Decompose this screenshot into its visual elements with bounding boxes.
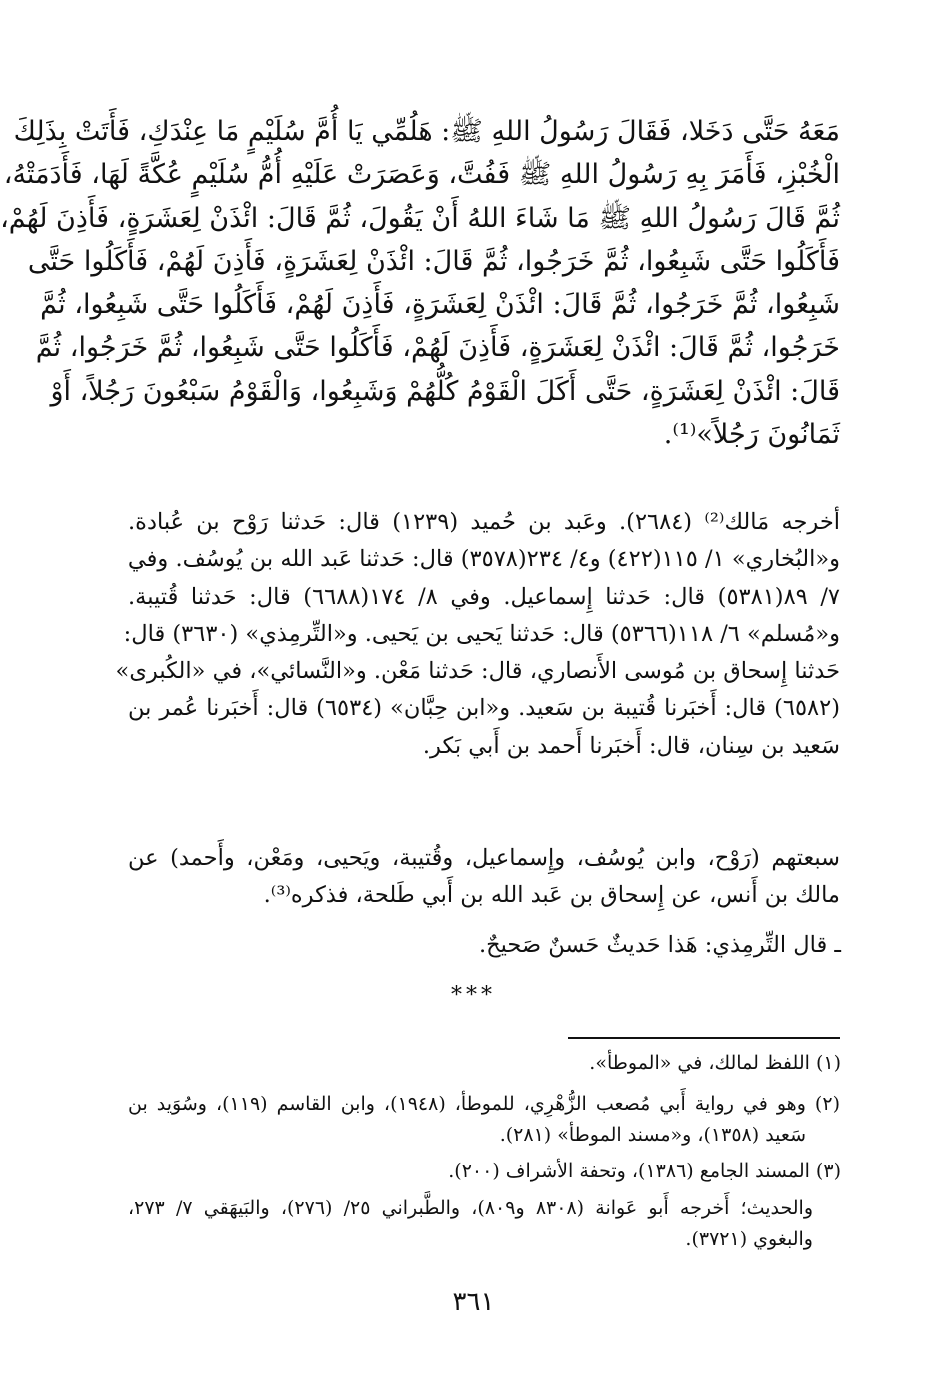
- hadith-line: شَبِعُوا، ثُمَّ خَرَجُوا، ثُمَّ قَالَ: ائْذَنْ لِعَشَرَةٍ، فَأَذِنَ لَهُمْ، فَأَكَلُوا حَتَّى شَبِعُوا، ثُمَّ: [40, 289, 840, 321]
- footnote-3: [448, 1156, 841, 1187]
- isnad-line: سبعتهم (رَوْح، وابن يُوسُف، وإِسماعيل، وقُتيبة، ويَحيى، ومَعْن، وأَحمد) عن: [128, 845, 840, 871]
- hadith-line: قَالَ: ائْذَنْ لِعَشَرَةٍ، حَتَّى أَكَلَ الْقَوْمُ كُلُّهُمْ وَشَبِعُوا، وَالْقَوْمُ سَبْعُونَ رَجُلاً، أَوْ: [50, 375, 840, 407]
- page-number: ٣٦١: [452, 1287, 495, 1317]
- footnote-2: [128, 1089, 840, 1151]
- section-separator: ***: [451, 983, 496, 1008]
- takhrij-paragraph: [115, 504, 841, 765]
- footnote-continuation: [128, 1193, 813, 1255]
- isnad-summary: [128, 840, 840, 914]
- footnote-line: (٢) وهو في رواية أَبي مُصعب الزُّهْرِي، للموطأ، (١٩٤٨)، وابن القاسم (١١٩)، وسُوَيد بن: [128, 1093, 840, 1115]
- footnote-1: [589, 1048, 841, 1079]
- takhrij-line: و«البُخاري» ١/ ١١٥(٤٢٢) و٤/ ٢٣٤(٣٥٧٨) قال: حَدثنا عَبد الله بن يُوسُف. وفي: [127, 546, 840, 573]
- takhrij-line: حَدثنا إِسحاق بن مُوسى الأَنصاري، قال: حَدثنا مَعْن. و«النَّسائي»، في «الكُبرى»: [115, 658, 840, 685]
- footnote-line: والبغوي (٣٧٢١).: [685, 1228, 813, 1250]
- hadith-line: مَعَهُ حَتَّى دَخَلا، فَقَالَ رَسُولُ اللهِ ﷺ: هَلُمِّي يَا أُمَّ سُلَيْمٍ مَا عِنْدَكِ، فَأَتَتْ بِذَلِكَ: [13, 116, 840, 147]
- tirmidhi-note: ـ قال التِّرمِذي: هَذا حَديثٌ حَسنٌ صَحيحٌ.: [478, 932, 841, 958]
- footnote-line: (١) اللفظ لمالك، في «الموطأ».: [589, 1052, 841, 1074]
- hadith-text: [0, 110, 840, 456]
- hadith-line: خَرَجُوا، ثُمَّ قَالَ: ائْذَنْ لِعَشَرَةٍ، فَأَذِنَ لَهُمْ، فَأَكَلُوا حَتَّى شَبِعُوا، ثُمَّ خَرَجُوا، ثُمَّ: [35, 332, 840, 364]
- hadith-line: ثُمَّ قَالَ رَسُولُ اللهِ ﷺ مَا شَاءَ اللهُ أَنْ يَقُولَ، ثُمَّ قَالَ: ائْذَنْ لِعَشَرَةٍ، فَأَذِنَ لَهُمْ،: [0, 202, 840, 234]
- footnote-line: والحديث؛ أَخرجه أَبو عَوانة (٨٣٠٨ و٨٠٩)، والطَّبراني ٢٥/ (٢٧٦)، والبَيهَقي ٧/ ٢٧٣،: [128, 1197, 814, 1219]
- takhrij-line: (٦٥٨٢) قال: أَخبَرنا قُتيبة بن سَعيد. و«ابن حِبَّان» (٦٥٣٤) قال: أَخبَرنا عُمر بن: [128, 695, 840, 722]
- takhrij-line: أخرجه مَالك⁽²⁾ (٢٦٨٤). وعَبد بن حُميد (١٢٣٩) قال: حَدثنا رَوْح بن عُبادة.: [128, 509, 840, 535]
- isnad-line: مالك بن أَنس، عن إِسحاق بن عَبد الله بن أَبي طَلحة، فذكره⁽³⁾.: [263, 882, 840, 908]
- takhrij-line: ٧/ ٨٩(٥٣٨١) قال: حَدثنا إِسماعيل. وفي ٨/ ١٧٤(٦٦٨٨) قال: حَدثنا قُتيبة.: [128, 583, 841, 610]
- hadith-line: الْخُبْزِ، فَأَمَرَ بِهِ رَسُولُ اللهِ ﷺ فَفُتَّ، وَعَصَرَتْ عَلَيْهِ أُمُّ سُلَيْمٍ عُكَّةً لَهَا، فَأَدَمَتْهُ،: [3, 159, 840, 191]
- takhrij-line: و«مُسلم» ٦/ ١١٨(٥٣٦٦) قال: حَدثنا يَحيى بن يَحيى. و«التِّرمِذي» (٣٦٣٠) قال:: [123, 620, 840, 647]
- takhrij-line: سَعيد بن سِنان، قال: أَخبَرنا أَحمد بن أَبي بَكر.: [422, 732, 840, 759]
- footnote-line: (٣) المسند الجامع (١٣٨٦)، وتحفة الأشراف (٢٠٠).: [448, 1160, 841, 1182]
- footnote-line: سَعيد (١٣٥٨)، و«مسند الموطأ» (٢٨١).: [499, 1124, 806, 1146]
- hadith-line: ثَمَانُونَ رَجُلاً»⁽¹⁾.: [663, 419, 840, 451]
- footnote-divider: [568, 1037, 840, 1039]
- hadith-line: فَأَكَلُوا حَتَّى شَبِعُوا، ثُمَّ خَرَجُوا، ثُمَّ قَالَ: ائْذَنْ لِعَشَرَةٍ، فَأَذِنَ لَهُمْ، فَأَكَلُوا حَتَّى: [27, 245, 840, 277]
